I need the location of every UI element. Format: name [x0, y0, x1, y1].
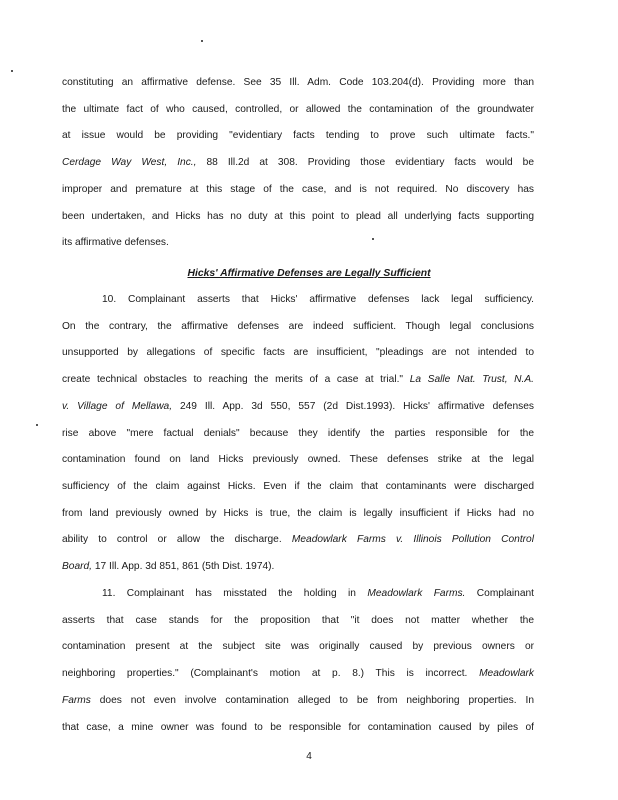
text-segment: does not even involve contamination alleged to be from neighboring properties. In — [90, 694, 534, 706]
case-citation: Cerdage Way West, Inc., — [62, 157, 197, 169]
case-citation: Meadowlark — [479, 668, 534, 680]
case-citation: La Salle Nat. Trust, N.A. — [409, 374, 534, 386]
text-line — [62, 661, 534, 688]
text-line: asserts that case stands for the proposition that "it does not matter whether the — [62, 614, 534, 626]
text-line: contamination present at the subject site was originally caused by previous owners or — [62, 641, 534, 653]
text-segment: ability to control or allow the discharge. — [62, 534, 292, 546]
text-line: at issue would be providing "evidentiary facts tending to prove such ultimate facts." — [62, 130, 534, 142]
text-line: its affirmative defenses. — [62, 237, 169, 249]
paragraph-11 — [62, 581, 534, 741]
case-citation: Board, — [62, 561, 93, 573]
text-segment: Complainant — [465, 588, 534, 599]
text-segment: 249 Ill. App. 3d 550, 557 (2d Dist.1993). Hicks' affirmative defenses — [172, 400, 534, 412]
text-line: constituting an affirmative defense. See 35 Ill. Adm. Code 103.204(d). Providing more than — [62, 77, 534, 88]
text-segment: neighboring properties." (Complainant's motion at p. 8.) This is incorrect. — [62, 668, 480, 680]
text-line: the ultimate fact of who caused, controlled, or allowed the contamination of the groundwater — [62, 103, 534, 115]
text-line: improper and premature at this stage of the case, and is not required. No discovery has — [62, 183, 534, 195]
text-segment: 88 Ill.2d at 308. Providing those evidentiary facts would be — [196, 157, 534, 169]
case-citation: v. Village of Mellawa, — [62, 400, 173, 412]
text-line: from land previously owned by Hicks is true, the claim is legally insufficient if Hicks had no — [62, 507, 534, 519]
text-line: On the contrary, the affirmative defenses are indeed sufficient. Though legal conclusions — [62, 320, 534, 332]
paragraph-continuation — [62, 70, 534, 257]
text-line — [62, 394, 534, 421]
text-line — [62, 581, 534, 608]
text-segment: 17 Ill. App. 3d 851, 861 (5th Dist. 1974). — [92, 561, 275, 573]
text-line: 10. Complainant asserts that Hicks' affirmative defenses lack legal sufficiency. — [102, 294, 534, 305]
scan-speck — [11, 70, 13, 72]
scan-speck — [201, 40, 203, 42]
scan-speck — [36, 424, 38, 426]
case-citation: Meadowlark Farms v. Illinois Pollution Control — [291, 534, 534, 546]
paragraph-10 — [62, 287, 534, 581]
text-line — [62, 688, 534, 715]
text-segment: create technical obstacles to reaching the merits of a case at trial." — [62, 374, 410, 386]
case-citation: Farms — [62, 694, 91, 706]
section-heading: Hicks' Affirmative Defenses are Legally Sufficient — [187, 268, 431, 279]
text-line: sufficiency of the claim against Hicks. Even if the claim that contaminants were discharged — [62, 480, 534, 492]
case-citation: Meadowlark Farms. — [367, 588, 466, 599]
text-line: rise above "mere factual denials" because they identify the parties responsible for the — [62, 427, 534, 439]
text-line: been undertaken, and Hicks has no duty at this point to plead all underlying facts supporting — [62, 210, 534, 222]
text-segment: 11. Complainant has misstated the holding in — [102, 588, 368, 599]
text-line — [62, 554, 534, 581]
text-line: contamination found on land Hicks previously owned. These defenses strike at the legal — [62, 454, 534, 466]
text-line — [62, 150, 534, 177]
page-number: 4 — [306, 751, 312, 762]
text-line: unsupported by allegations of specific facts are insufficient, "pleadings are not intended to — [62, 347, 534, 359]
text-line: that case, a mine owner was found to be responsible for contamination caused by piles of — [62, 721, 534, 733]
text-line — [62, 527, 534, 554]
text-line — [62, 367, 534, 394]
